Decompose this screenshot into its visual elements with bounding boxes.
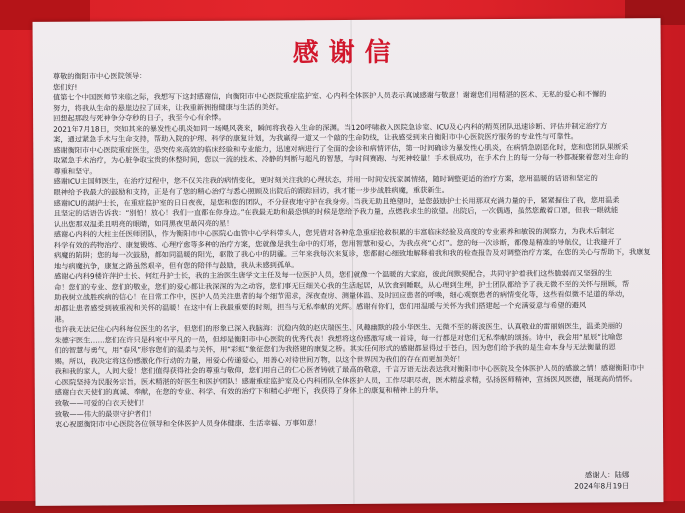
letter-line: 认出您那双温柔且明亮的眼睛，如同黑夜里最闪亮的星！ bbox=[53, 218, 234, 229]
letter-body bbox=[53, 68, 657, 430]
letter-line: 科学有效的药物治疗、康复锻炼、心理疗愈等多种的治疗方案，您就像是我生命中的灯塔，您用智慧和爱心，为我点亮“心灯”。您的每一次诊断，都像是精准的导航仪，让我避开了 bbox=[53, 237, 623, 250]
letter-line: 感谢心内科9楼许萍护士长、何红丹护士长，我的主治医生唐学文主任及每一位医护人员，您们就像一个温暖的大家庭，彼此间默契配合，共同守护着我们这些脆弱而又坚强的生 bbox=[54, 268, 613, 282]
letter-title: 感谢信 bbox=[292, 37, 401, 69]
letter-line: 感谢ICU的湖护士长，在重症监护室的日日夜夜，是您和您的团队，不分昼夜地守护在我身旁。当我无助且绝望时，是您鼓励护士长用那双充满力量的手，紧紧握住了我，您用温柔 bbox=[53, 194, 620, 208]
letter-line: 地与病魔抗争，康复之路虽然艰辛，但有您的陪伴与鼓励，我从未感到孤单。 bbox=[53, 260, 299, 271]
signature-name: 感谢人：陆娜 bbox=[584, 470, 630, 480]
letter-line: 我和我的家人，人间大爱！您们值得获得社会的尊重与敬仰，您们用自己的仁心医者铸就了最高的敬意，千言万语无法表达我对衡阳市中心医院及全体医护人员的感激之情！感谢衡阳市中 bbox=[54, 363, 645, 377]
letter-line: 病魔的陷阱；您的每一次鼓励，都如同温暖的阳光，驱散了我心中的阴霾。三年来我每次来复诊，您都耐心细致地解释着我和我的检查报告及对调整治疗方案，在您的关心与帮助下，我康复 bbox=[53, 247, 651, 261]
letter-line: 致敬——伟大的最崇守护者们！ bbox=[54, 408, 156, 419]
letter-line: 回想起那段与死神争分夺秒的日子，我至今心有余悸。 bbox=[53, 112, 226, 123]
letter-line: 却都让患者感受到被重视和关怀的温暖！在这中有上我最重要的时刻，担当与无私奉献的光辉。感谢有你们，您们用温暖与关怀为我们搭建起一个充满爱意与希望的避风 bbox=[54, 300, 587, 313]
letter-line: 心医院坚持为民服务宗旨，医术精湛的好医生和医护团队！感谢重症监护室及心内科团队全体医护人员，工作尽职尽责，医术精益求精，弘扬医师精神，宣扬医风医德，展现高尚情怀。 bbox=[54, 374, 637, 387]
letter-paper bbox=[33, 18, 664, 506]
letter-line: 值第七个中国医师节来临之际，我想写下这封感谢信，向衡阳市中心医院重症监护室、心内科全体医护人员表示真诚感谢与敬意！谢谢您们用精湛的医术、无私的爱心和不懈的 bbox=[52, 89, 607, 102]
signature-block bbox=[574, 469, 629, 491]
letter-line: 努力，将我从生命的悬崖边拉了回来，让我重新拥抱健康与生活的美好。 bbox=[53, 102, 284, 113]
letter-line: 2021年7月18日，突如其来的暴发性心肌炎如同一场飓风袭来，瞬间将我卷入生命的深渊。当120呼啸救入医院急诊室、ICU及心内科的精英团队迅速诊断、评估并制定治疗方 bbox=[53, 121, 608, 134]
letter-line: 眼神给予我最大的鼓励和支持，正是有了您的精心治疗与悉心照顾及出院后的跟踪回访，我才能一步步战胜病魔，重获新生。 bbox=[53, 185, 449, 197]
letter-line: 感谢白衣天使们的真诚、奉献，在您的专业、科学、有效的治疗下和精心护理下，我获得了身体上的康复和精神上的升华。 bbox=[54, 385, 443, 398]
letter-line: 港。 bbox=[54, 314, 69, 324]
letter-line: 也许我无法记住心内科每位医生的名字，但您们的形象已深入我脑海：沉稳内敛的赵庆瑞医生、风趣幽默的段小华医生、无微不至的蒋波医生、认真敬业的雷丽娟医生，温柔美丽的 bbox=[54, 321, 623, 334]
letter-line: 尊重和坚守。 bbox=[53, 166, 97, 176]
letter-line: 案，通过紧急手术与生命支持，帮助入院的护理、科学的康复计划，为我赢得一道又一个敲的生命防线，让我感受到来自衡阳市中心医院医疗服务的专业性与可靠性。 bbox=[53, 131, 578, 145]
letter-line: 致敬——可爱的白衣天使们！ bbox=[54, 398, 149, 408]
letter-line: 赐。所以，我决定将这份感激化作行动的力量，用爱心传递爱心，用善心对待世间万物，以这个世界因为我们的存在而更加美好！ bbox=[54, 354, 465, 366]
letter-line: 尊敬的衡阳市中心医院领导： bbox=[52, 71, 147, 81]
letter-line: 命！您们的专业、您们的敬业，您们的爱心都让我深深的为之动容，您们事无巨细关心我的生活起居，从饮食到睡眠，从心理到生理，护士团队都给予了我无微不至的关怀与照顾，帮 bbox=[54, 279, 630, 292]
letter-line: 感谢ICU主国师医生，在治疗过程中，您不仅关注我的病情变化，更时刻关注我的心理状态，并用一时间安抚家属情绪，随时调整更适的治疗方案，您用温暖的话语和坚定的 bbox=[53, 173, 598, 187]
letter-line: 取紧急手术治疗，为心脏争取宝贵的休整时间，您以一流的技术、冷静的判断与超凡的智慧，与时间赛跑、与死神较量！手术很成功，在手术台上的每一分每一秒都凝聚着您对生命的 bbox=[53, 152, 629, 166]
letter-line: 衷心祝愿衡阳市中心医院各位领导和全体医护人员身体健康、生活幸福、万事如意！ bbox=[54, 418, 321, 429]
letter-line: 感谢心内科的大柱主任医师团队，作为衡阳市中心医院心血管中心学科带头人，您凭借对各种危急重症抢救积累的丰富临床经验及高度的专业素养和敏锐的洞察力，为我术后制定 bbox=[53, 226, 615, 239]
letter-line: 感谢衡阳市中心医院重症医生，恐突传来高效的临床经验和专业能力，迅速对病进行了全面的会诊和病情评估，第一时间确诊为暴发性心肌炎，在病情急剧恶化时，您和您团队果断采 bbox=[53, 142, 629, 155]
letter-line: 助我树立战胜疾病的信心！在日常工作中，医护人员关注患者的每个细节需求，深夜查房、测量体温、及时回应患者的呼唤，细心观察患者的病情变化等，这些看似微不足道的举动， bbox=[54, 289, 630, 303]
letter-line: 们的智慧与勇气，用“春风”形容您们的温柔与关怀，用“彩虹”象征您们为我搭建的康复之桥。其实任何形式的感谢都显得过于苍白，因为您们给予我的是生命本身与无法衡量的恩 bbox=[54, 342, 616, 356]
letter-line: 且坚定的话语告诉我：“别怕！放心！我们一直都在你身边。”在我最无助和最恐惧的时候是您给予我力量，点燃我求生的欲望。出院后，一次偶遇，虽然您戴着口罩，但我一眼就能 bbox=[53, 205, 619, 218]
letter-line: 朱德宇医生……您们在许只是科室中平凡的一员，但却是衡阳市中心医院的优秀代表！我想将这份感激写成一首诗，每一行都是对您们无私奉献的颂扬。诗中，我会用“星辰”比喻您 bbox=[54, 331, 623, 345]
signature-date: 2024年8月19日 bbox=[574, 481, 630, 491]
letter-line: 您们好! bbox=[52, 82, 78, 92]
